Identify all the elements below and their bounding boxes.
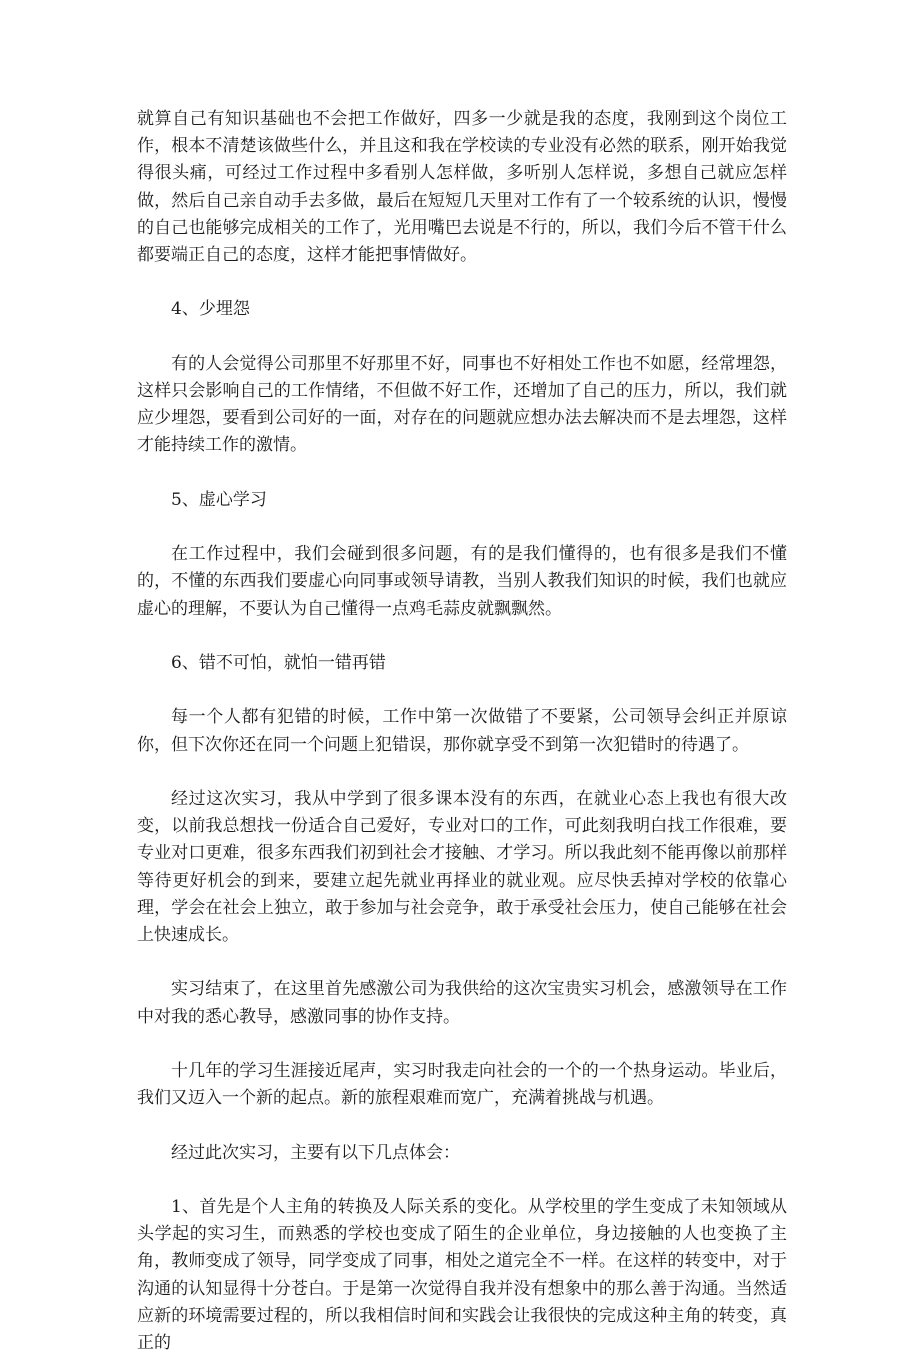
paragraph-less-complaining: 有的人会觉得公司那里不好那里不好，同事也不好相处工作也不如愿，经常埋怨，这样只会影响自己的工作情绪，不但做不好工作，还增加了自己的压力，所以，我们就应少埋怨，要看到公司好的一面，对存在的问题就应想办法去解决而不是去埋怨，这样才能持续工作的激情。 bbox=[137, 353, 787, 456]
paragraph-continuation: 就算自己有知识基础也不会把工作做好，四多一少就是我的态度，我刚到这个岗位工作，根本不清楚该做些什么，并且这和我在学校读的专业没有必然的联系，刚开始我觉得很头痛，可经过工作过程中多看别人怎样做，多听别人怎样说，多想自己就应怎样做，然后自己亲自动手去多做，最后在短短几天里对工作有了一个较系统的认识，慢慢的自己也能够完成相关的工作了，光用嘴巴去说是不行的，所以，我们今后不管干什么都要端正自己的态度，这样才能把事情做好。 bbox=[137, 109, 787, 266]
paragraph-internship-gains: 经过这次实习，我从中学到了很多课本没有的东西，在就业心态上我也有很大改变，以前我总想找一份适合自己爱好，专业对口的工作，可此刻我明白找工作很难，要专业对口更难，很多东西我们初到社会才接触、才学习。所以我此刻不能再像以前那样等待更好机会的到来，要建立起先就业再择业的就业观。应尽快丢掉对学校的依靠心理，学会在社会上独立，敢于参加与社会竞争，敢于承受社会压力，使自己能够在社会上快速成长。 bbox=[137, 788, 787, 945]
paragraph-thanks: 实习结束了，在这里首先感激公司为我供给的这次宝贵实习机会，感激领导在工作中对我的悉心教导，感激同事的协作支持。 bbox=[137, 979, 787, 1027]
paragraph-mistakes: 每一个人都有犯错的时候，工作中第一次做错了不要紧，公司领导会纠正并原谅你，但下次你还在同一个问题上犯错误，那你就享受不到第一次犯错时的待遇了。 bbox=[137, 707, 787, 755]
section-heading-4: 4、少埋怨 bbox=[171, 299, 250, 320]
document-body bbox=[137, 106, 787, 1357]
paragraph-role-change: 1、首先是个人主角的转换及人际关系的变化。从学校里的学生变成了未知领域从头学起的实习生，而熟悉的学校也变成了陌生的企业单位，身边接触的人也变换了主角，教师变成了领导，同学变成了同事，相处之道完全不一样。在这样的转变中，对于沟通的认知显得十分苍白。于是第一次觉得自我并没有想象中的那么善于沟通。当然适应新的环境需要过程的，所以我相信时间和实践会让我很快的完成这种主角的转变，真正的 bbox=[137, 1196, 787, 1353]
paragraph-new-start: 十几年的学习生涯接近尾声，实习时我走向社会的一个的一个热身运动。毕业后，我们又迈入一个新的起点。新的旅程艰难而宽广，充满着挑战与机遇。 bbox=[137, 1060, 787, 1109]
section-heading-experiences: 经过此次实习，主要有以下几点体会： bbox=[171, 1142, 460, 1163]
section-heading-6: 6、错不可怕，就怕一错再错 bbox=[171, 652, 386, 673]
section-heading-5: 5、虚心学习 bbox=[171, 489, 267, 510]
paragraph-humble-learning: 在工作过程中，我们会碰到很多问题，有的是我们懂得的，也有很多是我们不懂的，不懂的东西我们要虚心向同事或领导请教，当别人教我们知识的时候，我们也就应虚心的理解，不要认为自己懂得一点鸡毛蒜皮就飘飘然。 bbox=[137, 544, 787, 619]
